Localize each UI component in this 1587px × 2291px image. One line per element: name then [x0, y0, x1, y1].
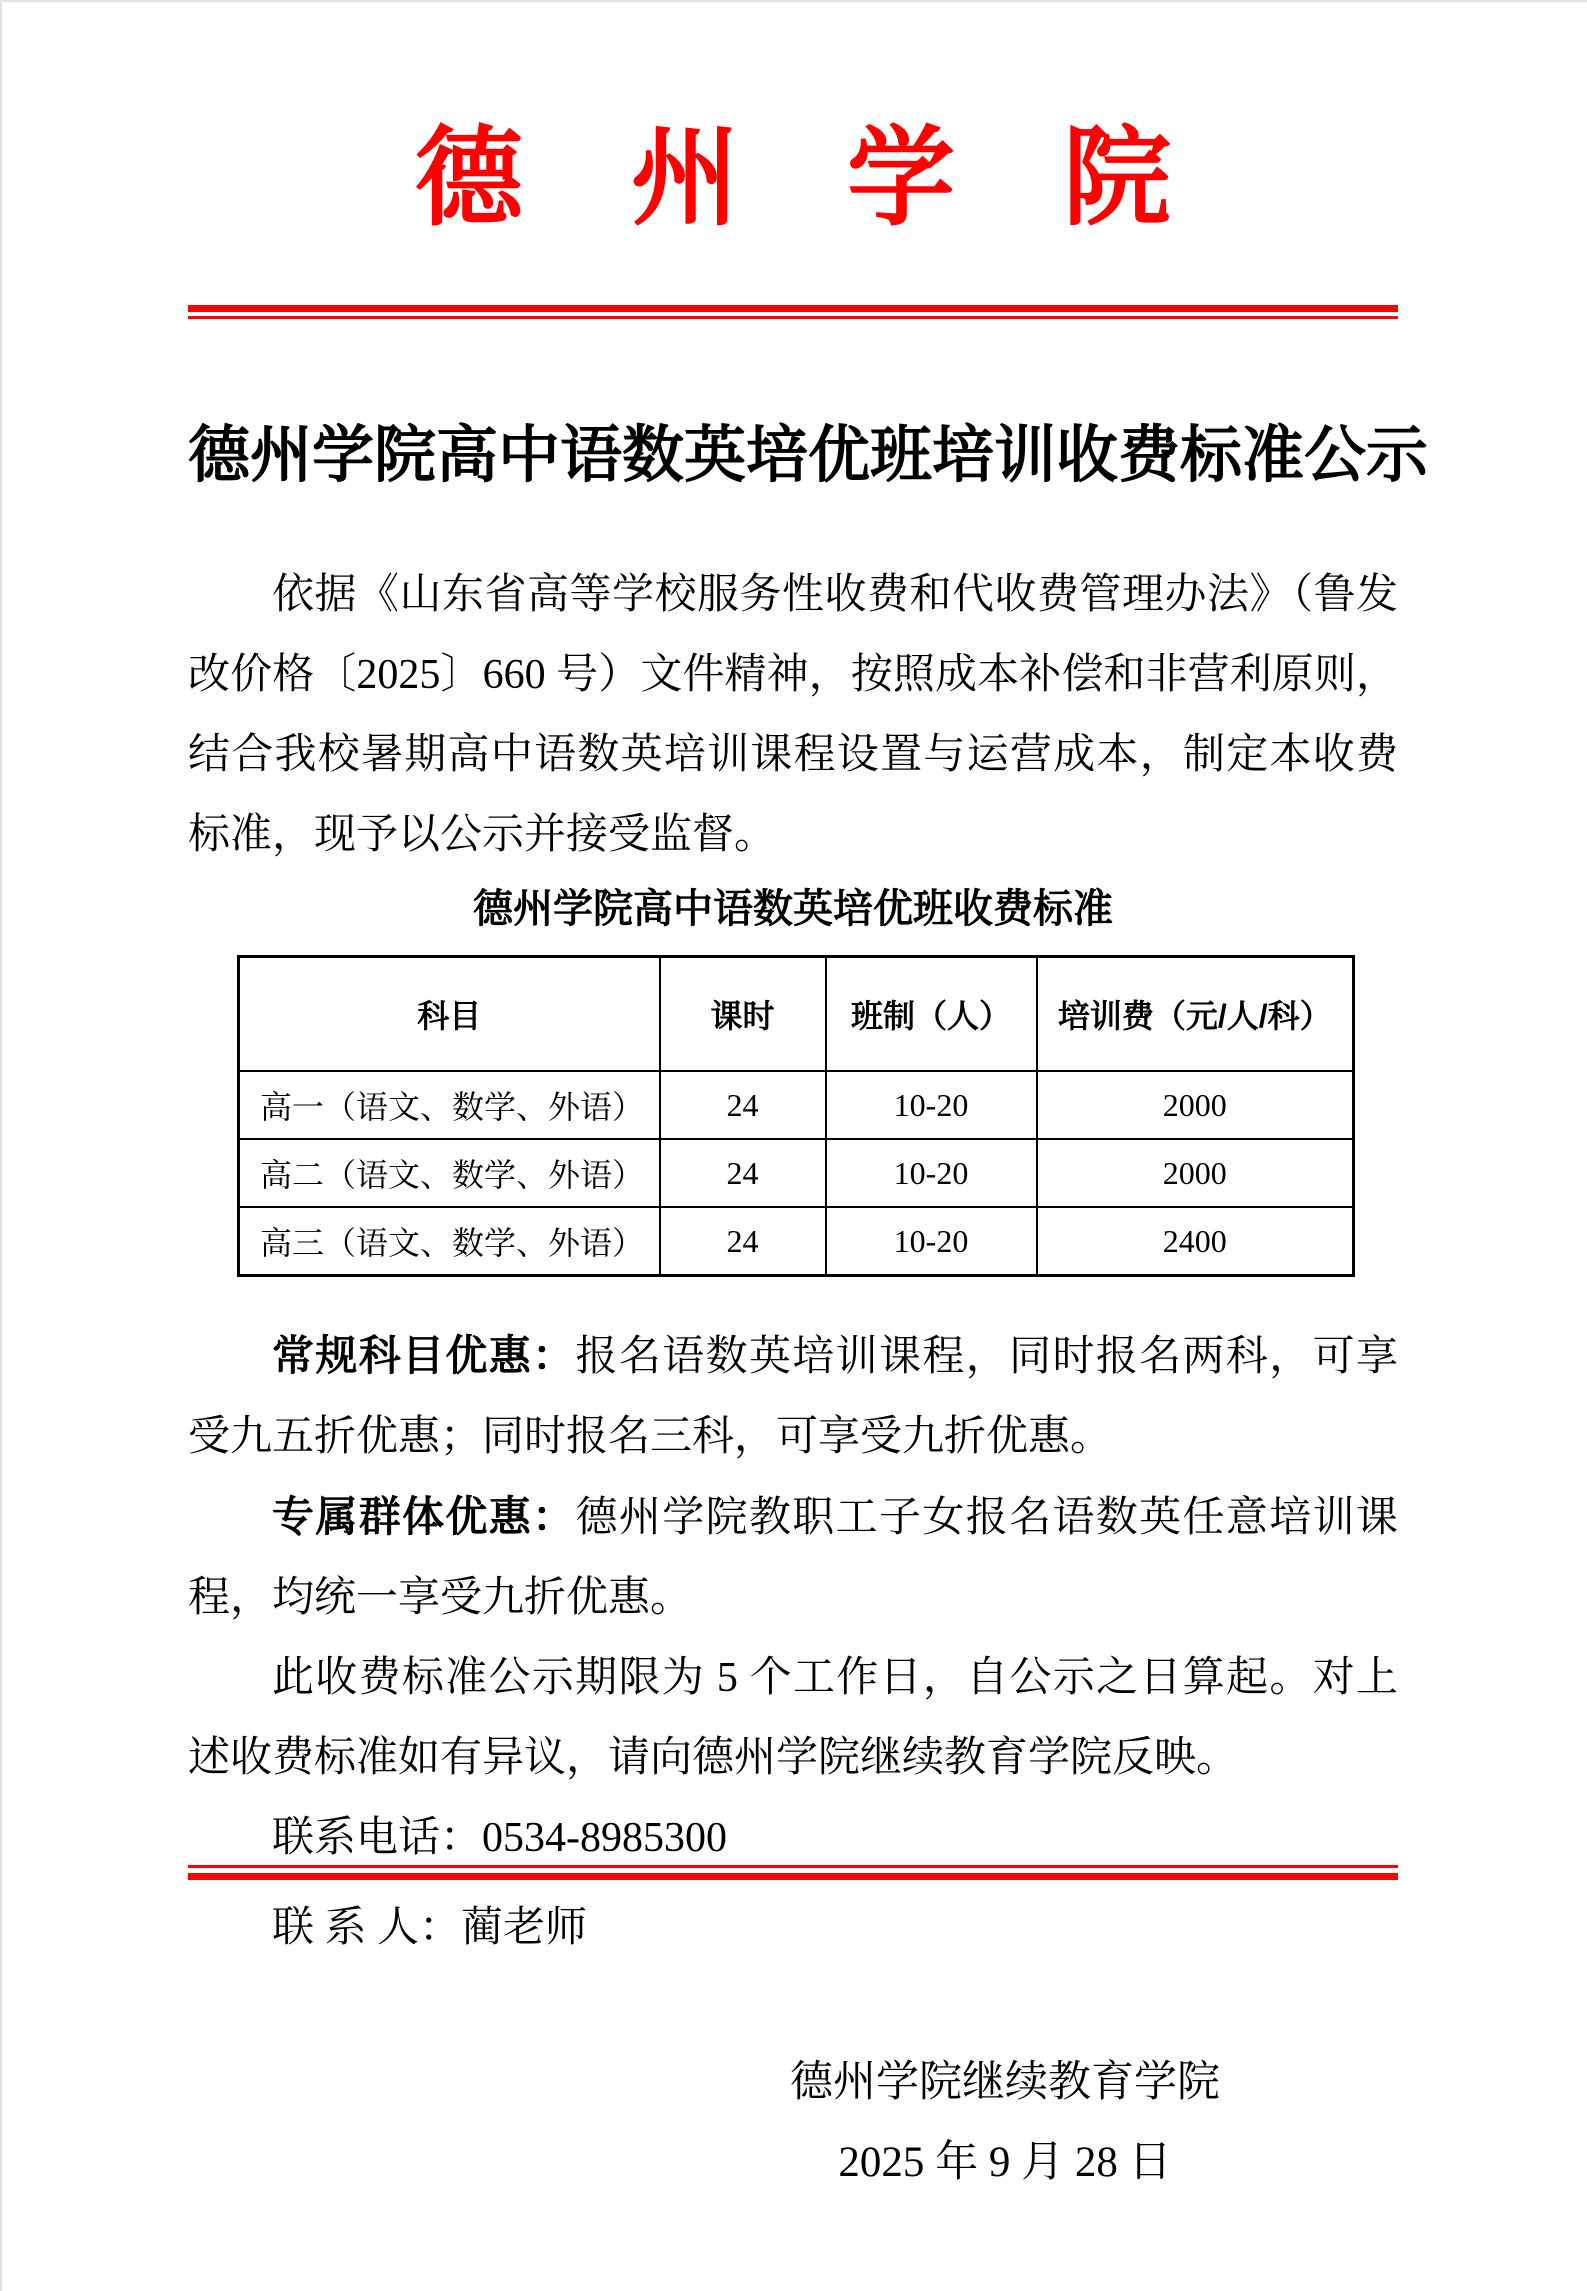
document-title: 德州学院高中语数英培优班培训收费标准公示	[188, 421, 1429, 490]
discount-staff-text: 德州学院教职工子女报名语数英任意培训课程，均统一享受九折优惠。	[188, 1495, 1398, 1621]
contact-person-line: 联 系 人：蔺老师	[272, 1905, 588, 1951]
table-cell-hours: 24	[660, 1207, 826, 1276]
table-cell-subject: 高二（语文、数学、外语）	[239, 1139, 660, 1207]
table-cell-fee: 2400	[1037, 1207, 1354, 1276]
header-cell-subject: 科目	[239, 957, 660, 1072]
signature-date: 2025 年 9 月 28 日	[838, 2139, 1172, 2186]
discount-paragraph-staff	[188, 1477, 1398, 1638]
table-cell-fee: 2000	[1037, 1139, 1354, 1207]
discount-regular-text: 报名语数英培训课程，同时报名两科，可享受九五折优惠；同时报名三科，可享受九折优惠。	[188, 1334, 1398, 1460]
table-cell-subject: 高三（语文、数学、外语）	[239, 1207, 660, 1276]
intro-paragraph: 依据《山东省高等学校服务性收费和代收费管理办法》（鲁发改价格〔2025〕660 号）文件精神，按照成本补偿和非营利原则，结合我校暑期高中语数英培训课程设置与运营成本，制定本收费标准，现予以公示并接受监督。	[188, 572, 1398, 858]
table-cell-subject: 高一（语文、数学、外语）	[239, 1071, 660, 1139]
table-cell-fee: 2000	[1037, 1071, 1354, 1139]
header-cell-class-size: 班制（人）	[826, 957, 1037, 1072]
contact-phone-line: 联系电话：0534-8985300	[272, 1815, 727, 1861]
table-cell-hours: 24	[660, 1071, 826, 1139]
discount-staff-lead: 专属群体优惠：	[272, 1493, 576, 1540]
table-row	[239, 1139, 1354, 1207]
header-cell-fee: 培训费（元/人/科）	[1037, 957, 1354, 1072]
page-content	[188, 2, 1429, 2203]
table-cell-class-size: 10-20	[826, 1207, 1037, 1276]
header-double-rule	[188, 305, 1398, 319]
table-header-row	[239, 957, 1354, 1072]
table-cell-class-size: 10-20	[826, 1071, 1037, 1139]
signature-department: 德州学院继续教育学院	[790, 2059, 1220, 2106]
signature-block	[790, 2043, 1220, 2203]
publicity-period-paragraph: 此收费标准公示期限为 5 个工作日，自公示之日算起。对上述收费标准如有异议，请向德州学院继续教育学院反映。	[188, 1655, 1398, 1781]
discount-regular-lead: 常规科目优惠：	[272, 1332, 576, 1379]
fee-table	[237, 955, 1355, 1277]
table-cell-class-size: 10-20	[826, 1139, 1037, 1207]
table-cell-hours: 24	[660, 1139, 826, 1207]
table-row	[239, 1207, 1354, 1276]
discount-paragraph-regular	[188, 1316, 1398, 1477]
table-row	[239, 1071, 1354, 1139]
university-masthead: 德 州 学 院	[414, 120, 1171, 239]
fee-table-caption: 德州学院高中语数英培优班收费标准	[473, 887, 1113, 931]
header-cell-hours: 课时	[660, 957, 826, 1072]
